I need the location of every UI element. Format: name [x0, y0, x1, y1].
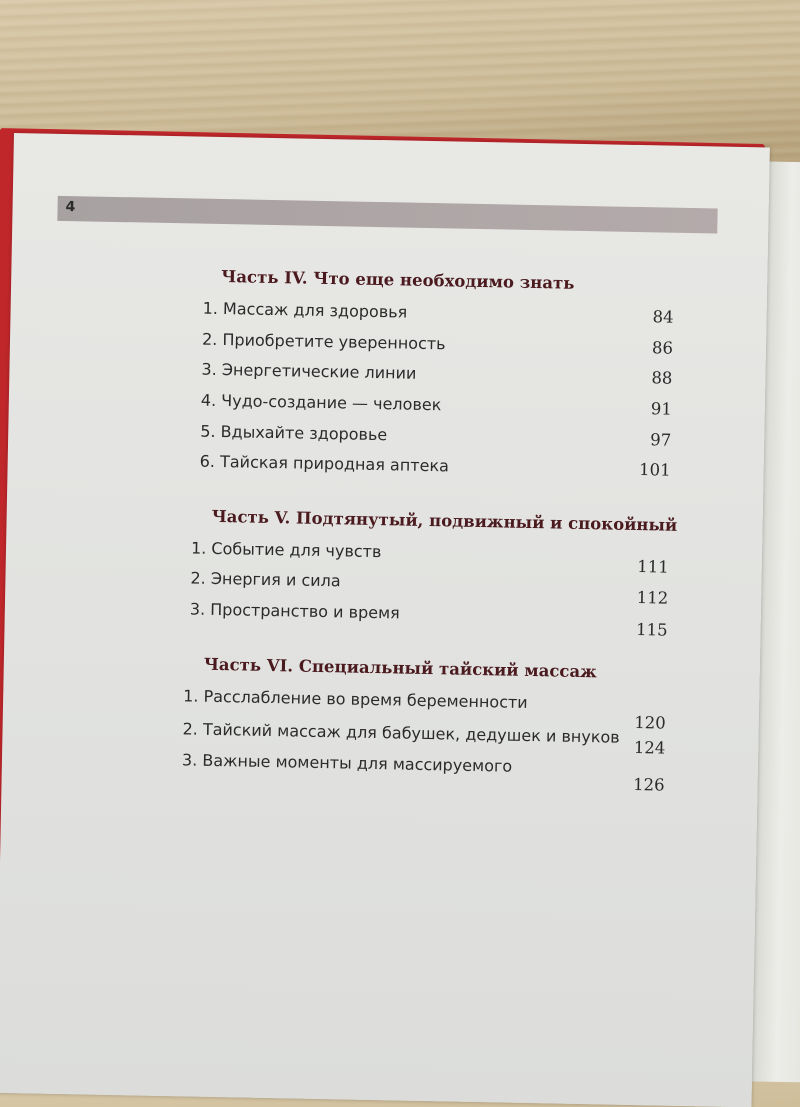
- toc-page-number: 88: [651, 368, 673, 388]
- toc-entry: 1. Расслабление во время беременности: [183, 686, 528, 712]
- toc-page-number: 91: [650, 399, 673, 419]
- toc-entry: 2. Тайский массаж для бабушек, дедушек и внуков: [182, 719, 620, 747]
- toc-page-number: 97: [650, 430, 672, 450]
- part-title-vi: Часть VI. Специальный тайский массаж: [203, 654, 597, 682]
- toc-entry: 2. Приобретите уверенность: [201, 329, 446, 354]
- toc-page-number: 126: [632, 775, 665, 795]
- toc-page-number: 86: [651, 338, 674, 358]
- part-title-v: Часть V. Подтянутый, подвижный и спокойный: [211, 506, 678, 535]
- toc-entry: 3. Энергетические линии: [201, 359, 417, 383]
- toc-page-number: 115: [635, 620, 668, 640]
- toc-page-number: 101: [638, 460, 671, 480]
- page-header-bar: [57, 196, 717, 234]
- page-number: 4: [65, 199, 76, 216]
- toc-page-number: 112: [636, 588, 669, 608]
- toc-entry: 2. Энергия и сила: [190, 568, 341, 591]
- toc-entry: 6. Тайская природная аптека: [199, 451, 450, 476]
- book-page: [0, 133, 770, 1107]
- toc-page-number: 124: [633, 738, 666, 758]
- part-title-iv: Часть IV. Что еще необходимо знать: [221, 267, 575, 293]
- toc-entry: 1. Событие для чувств: [190, 538, 382, 562]
- toc-entry: 5. Вдыхайте здоровье: [200, 421, 388, 445]
- toc-page-number: 84: [652, 307, 674, 327]
- toc-entry: 3. Важные моменты для массируемого: [181, 750, 513, 776]
- toc-entry: 3. Пространство и время: [189, 599, 400, 623]
- toc-entry: 4. Чудо-создание — человек: [200, 390, 442, 415]
- toc-entry: 1. Массаж для здоровья: [202, 298, 408, 322]
- toc-page-number: 120: [634, 713, 666, 733]
- toc-page-number: 111: [637, 557, 669, 577]
